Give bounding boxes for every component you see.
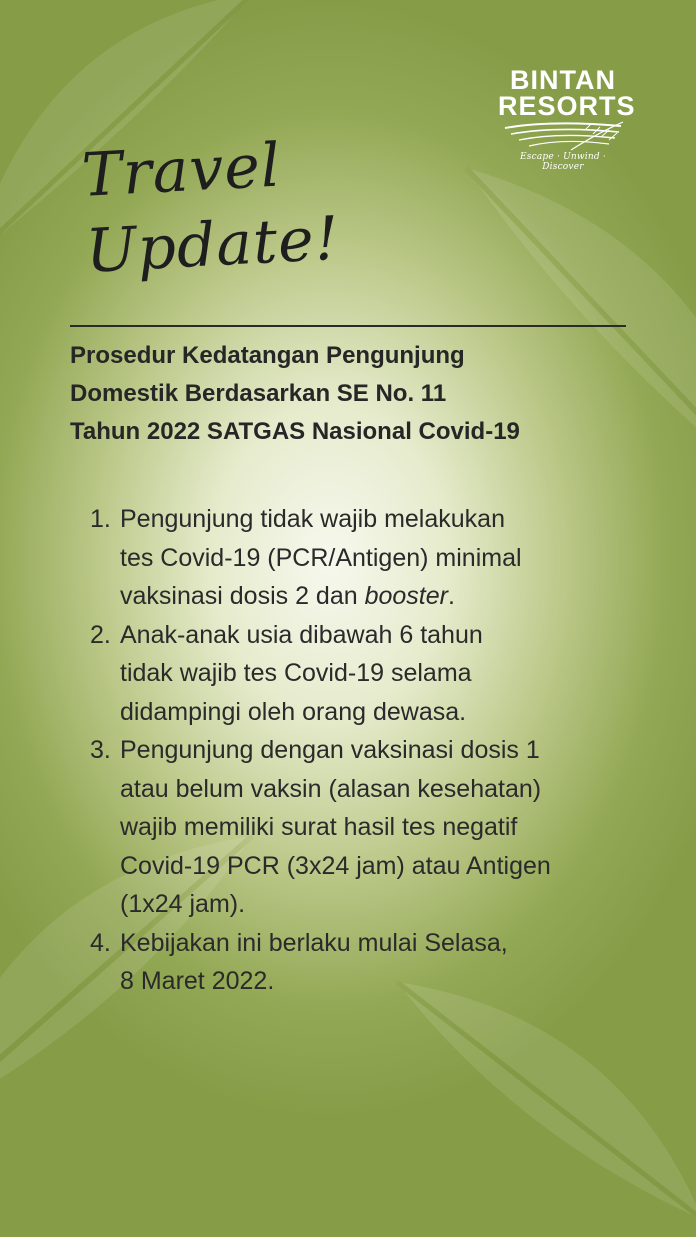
rule-line: atau belum vaksin (alasan kesehatan) <box>120 774 542 803</box>
logo-wordmark-line2: RESORTS <box>498 91 636 121</box>
rule-line: Pengunjung tidak wajib melakukan <box>120 505 505 533</box>
logo-tagline: Escape · Unwind · Discover <box>520 152 606 172</box>
rule-emphasis: booster <box>364 582 448 610</box>
rule-item <box>90 924 630 1001</box>
rule-number: 2. <box>90 620 111 649</box>
rule-line: didampingi oleh orang dewasa. <box>120 697 467 726</box>
headline-line2: Update! <box>84 203 342 287</box>
rule-line: (1x24 jam). <box>120 890 246 918</box>
rule-line: 8 Maret 2022. <box>120 967 275 995</box>
rules-list <box>90 500 630 1001</box>
rule-number: 1. <box>90 505 111 533</box>
rule-text <box>120 731 630 924</box>
rule-line: Anak-anak usia dibawah 6 tahun <box>120 620 483 649</box>
rule-number: 3. <box>90 736 111 764</box>
rule-line-suffix: . <box>447 582 455 610</box>
rule-line-prefix: vaksinasi dosis 2 dan <box>120 582 365 610</box>
subtitle-line: Prosedur Kedatangan Pengunjung <box>70 342 465 369</box>
rule-item <box>90 616 630 732</box>
rule-text <box>120 616 630 732</box>
rule-number: 4. <box>90 928 111 957</box>
rule-line: Covid-19 PCR (3x24 jam) atau Antigen <box>120 851 551 880</box>
palm-leaf-icon <box>430 150 696 510</box>
subtitle-line: Domestik Berdasarkan SE No. 11 <box>70 380 447 407</box>
rule-text <box>120 500 630 616</box>
rule-line: tes Covid-19 (PCR/Antigen) minimal <box>120 543 522 572</box>
logo-wordmark-line1: BINTAN <box>510 65 616 95</box>
subtitle-line: Tahun 2022 SATGAS Nasional Covid-19 <box>70 418 520 445</box>
headline-line1: Travel <box>80 130 283 211</box>
rule-text <box>120 924 630 1001</box>
rule-line: Kebijakan ini berlaku mulai Selasa, <box>120 928 508 957</box>
rule-item <box>90 731 630 924</box>
palm-wave-icon <box>501 120 625 154</box>
rule-line <box>120 577 630 616</box>
headline <box>80 125 341 290</box>
bintan-resorts-logo <box>498 65 636 172</box>
rule-item <box>90 500 630 616</box>
rule-line: Pengunjung dengan vaksinasi dosis 1 <box>120 736 540 764</box>
rule-line: tidak wajib tes Covid-19 selama <box>120 659 472 687</box>
subtitle <box>70 337 630 451</box>
rule-line: wajib memiliki surat hasil tes negatif <box>120 813 518 841</box>
divider <box>70 325 626 327</box>
